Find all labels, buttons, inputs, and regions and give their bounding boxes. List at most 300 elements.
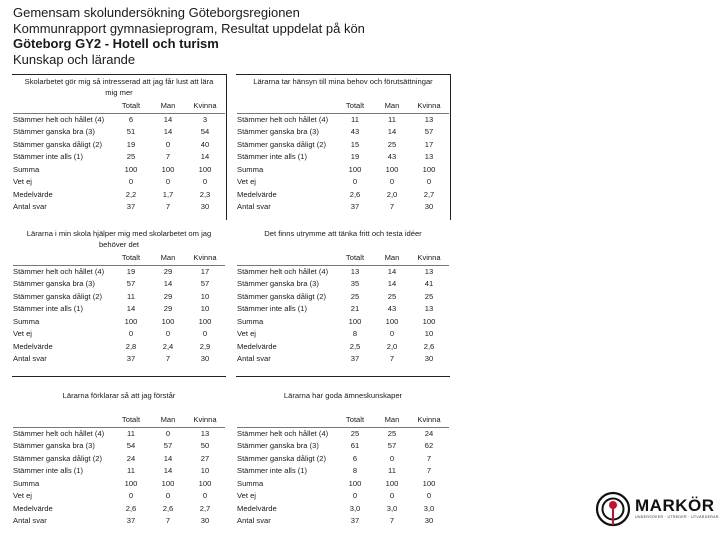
value-cell: 100 [422,316,436,326]
table-row [237,139,449,152]
value-cell: 100 [422,478,436,488]
value-cell: 14 [163,466,173,475]
value-cell: 35 [350,279,360,288]
table-row [13,328,225,341]
table-row [13,176,225,189]
value-cell: 43 [387,152,397,161]
table-row [13,465,225,478]
table-row [13,113,225,126]
column-header: Kvinna [185,252,225,265]
row-label: Stämmer ganska bra (3) [237,279,319,288]
table-row [237,201,449,214]
table-row [13,503,225,516]
value-cell: 13 [200,428,210,438]
value-cell: 11 [351,114,359,124]
row-label: Medelvärde [13,189,53,199]
table-row [13,126,225,139]
logo-tagline: UNDERSÖKER · UTREDER · UTVÄRDERAR [635,515,719,519]
markor-logo [595,491,719,527]
value-cell: 14 [200,152,210,161]
table-row [237,291,449,304]
column-header: Kvinna [409,252,449,265]
row-label: Stämmer inte alls (1) [13,152,84,161]
panel-question-title: Lärarna tar hänsyn till mina behov och förutsättningar [253,77,433,86]
table-row [237,316,449,329]
column-header: Man [375,252,409,265]
panel-question-title: Lärarna har goda ämneskunskaper [283,391,403,400]
row-label: Vet ej [237,491,256,500]
value-cell: 100 [161,316,175,326]
value-cell: 0 [128,177,134,186]
row-label: Stämmer helt och hållet (4) [237,266,329,276]
value-cell: 8 [352,466,358,475]
column-header: Kvinna [185,414,225,427]
value-cell: 29 [163,291,173,301]
value-cell: 100 [198,478,212,488]
table-row [237,164,449,177]
column-header: Kvinna [409,414,449,427]
column-header: Man [151,100,185,113]
value-cell: 10 [200,291,210,301]
header-blank-cell [13,252,111,265]
value-cell: 0 [202,491,208,500]
header-blank-cell [237,414,335,427]
table-row [237,303,449,316]
value-cell: 2,6 [423,341,435,351]
table-row [237,453,449,466]
value-cell: 24 [424,428,434,438]
row-label: Vet ej [13,491,32,500]
value-cell: 100 [161,478,175,488]
row-label: Stämmer ganska bra (3) [237,127,319,136]
value-cell: 11 [388,114,396,124]
row-label: Medelvärde [13,503,53,513]
column-header: Kvinna [409,100,449,113]
value-cell: 7 [389,516,395,525]
value-cell: 14 [387,279,397,288]
table-row [13,189,225,202]
row-label: Stämmer helt och hållet (4) [13,428,105,438]
row-label: Stämmer helt och hållet (4) [13,114,105,124]
value-cell: 0 [426,177,432,186]
value-cell: 51 [126,127,136,136]
value-cell: 2,4 [162,341,174,351]
value-cell: 54 [126,441,136,450]
row-label: Summa [237,164,264,174]
report-header [13,5,573,67]
survey-table-panel [237,228,449,366]
value-cell: 100 [348,478,362,488]
value-cell: 21 [350,304,360,313]
markor-logo-icon [595,491,631,527]
value-cell: 2,0 [386,189,398,199]
column-header: Man [151,252,185,265]
value-cell: 6 [128,114,134,124]
frame-top-left [12,74,226,75]
value-cell: 2,0 [386,341,398,351]
column-header: Man [375,414,409,427]
row-label: Vet ej [237,329,256,338]
value-cell: 2,6 [349,189,361,199]
value-cell: 37 [350,516,360,525]
row-label: Summa [13,478,40,488]
value-cell: 7 [389,354,395,363]
table-row [13,515,225,528]
row-label: Stämmer ganska bra (3) [13,279,95,288]
table-row [237,341,449,354]
value-cell: 24 [126,453,136,463]
value-cell: 11 [127,466,135,475]
value-cell: 11 [388,466,396,475]
table-row [237,278,449,291]
row-label: Stämmer ganska dåligt (2) [237,291,327,301]
table-header-row [13,100,225,113]
value-cell: 2,2 [125,189,137,199]
value-cell: 13 [424,152,434,161]
value-cell: 29 [163,266,173,276]
value-cell: 30 [424,354,434,363]
table-row [13,316,225,329]
header-blank-cell [237,252,335,265]
table-row [237,265,449,278]
value-cell: 57 [163,441,173,450]
table-header-row [237,414,449,427]
value-cell: 1,7 [162,189,174,199]
value-cell: 10 [200,304,210,313]
column-header: Totalt [335,252,375,265]
row-label: Stämmer ganska bra (3) [237,441,319,450]
row-label: Antal svar [13,354,47,363]
table-row [13,265,225,278]
value-cell: 2,7 [423,189,435,199]
value-cell: 2,6 [125,503,137,513]
value-cell: 0 [165,177,171,186]
value-cell: 0 [389,491,395,500]
table-row [13,139,225,152]
row-label: Stämmer inte alls (1) [237,152,308,161]
row-label: Antal svar [13,202,47,211]
value-cell: 100 [348,164,362,174]
value-cell: 100 [385,164,399,174]
value-cell: 17 [424,139,434,149]
value-cell: 10 [200,466,210,475]
value-cell: 0 [165,491,171,500]
value-cell: 100 [124,478,138,488]
panel-question-title: Skolarbetet gör mig så intresserad att jag får lust att lära mig mer [24,77,214,97]
table-header-row [13,252,225,265]
value-cell: 8 [352,329,358,338]
value-cell: 3,0 [386,503,398,513]
header-blank-cell [13,414,111,427]
value-cell: 0 [202,329,208,338]
value-cell: 13 [424,266,434,276]
value-cell: 13 [350,266,360,276]
panel-question-title: Lärarna i min skola hjälper mig med skolarbetet om jag behöver det [26,229,212,249]
row-label: Vet ej [237,177,256,186]
value-cell: 62 [424,441,434,450]
value-cell: 57 [200,279,210,288]
table-row [237,176,449,189]
value-cell: 7 [426,453,432,463]
value-cell: 13 [424,114,434,124]
table-row [237,503,449,516]
row-label: Vet ej [13,177,32,186]
results-table [13,414,225,528]
table-row [13,440,225,453]
table-row [237,490,449,503]
results-table [13,252,225,366]
table-row [13,278,225,291]
value-cell: 54 [200,127,210,136]
row-label: Antal svar [237,516,271,525]
value-cell: 40 [200,139,210,149]
table-row [13,291,225,304]
table-row [237,478,449,491]
value-cell: 11 [127,428,135,438]
column-header: Totalt [111,414,151,427]
value-cell: 14 [387,266,397,276]
value-cell: 100 [385,316,399,326]
row-label: Stämmer ganska dåligt (2) [237,453,327,463]
value-cell: 25 [350,291,360,301]
value-cell: 61 [350,441,360,450]
value-cell: 6 [352,453,358,463]
value-cell: 100 [422,164,436,174]
value-cell: 2,3 [199,189,211,199]
row-label: Stämmer helt och hållet (4) [237,114,329,124]
value-cell: 50 [200,441,210,450]
program-title: Göteborg GY2 - Hotell och turism [13,36,219,52]
row-label: Medelvärde [237,503,277,513]
table-row [13,303,225,316]
panel-question-title: Lärarna förklarar så att jag förstår [62,391,176,400]
table-row [237,353,449,366]
row-label: Summa [237,478,264,488]
value-cell: 25 [387,428,397,438]
table-row [237,427,449,440]
value-cell: 25 [387,139,397,149]
row-label: Stämmer ganska dåligt (2) [237,139,327,149]
table-row [13,341,225,354]
value-cell: 0 [202,177,208,186]
column-header: Totalt [335,414,375,427]
value-cell: 11 [127,291,135,301]
value-cell: 57 [387,441,397,450]
table-row [13,353,225,366]
table-row [13,201,225,214]
value-cell: 30 [424,202,434,211]
value-cell: 25 [350,428,360,438]
row-label: Antal svar [13,516,47,525]
row-label: Stämmer inte alls (1) [237,304,308,313]
row-label: Stämmer helt och hållet (4) [237,428,329,438]
row-label: Stämmer ganska dåligt (2) [13,139,103,149]
value-cell: 30 [200,354,210,363]
column-header: Totalt [111,252,151,265]
logo-dot [609,501,617,509]
row-label: Antal svar [237,202,271,211]
table-header-row [237,252,449,265]
panel-question-title: Det finns utrymme att tänka fritt och testa idéer [264,229,422,238]
value-cell: 0 [389,177,395,186]
value-cell: 7 [165,516,171,525]
value-cell: 43 [350,127,360,136]
table-row [13,453,225,466]
header-blank-cell [13,100,111,113]
value-cell: 7 [165,202,171,211]
frame-right-divider [450,74,451,220]
value-cell: 10 [424,329,434,338]
value-cell: 0 [426,491,432,500]
column-header: Totalt [111,100,151,113]
value-cell: 25 [387,291,397,301]
value-cell: 7 [165,354,171,363]
value-cell: 37 [350,354,360,363]
value-cell: 14 [126,304,136,313]
value-cell: 2,6 [162,503,174,513]
row-label: Stämmer inte alls (1) [13,304,84,313]
table-header-row [237,100,449,113]
row-label: Medelvärde [237,189,277,199]
table-row [13,164,225,177]
row-label: Stämmer ganska bra (3) [13,127,95,136]
report-subtitle: Kommunrapport gymnasieprogram, Resultat uppdelat på kön [13,20,365,36]
value-cell: 0 [165,428,171,438]
row-label: Stämmer ganska dåligt (2) [13,291,103,301]
table-row [237,113,449,126]
value-cell: 14 [163,114,173,124]
value-cell: 43 [387,304,397,313]
survey-table-panel [13,228,225,366]
row-label: Summa [13,164,40,174]
value-cell: 37 [126,202,136,211]
value-cell: 14 [387,127,397,136]
value-cell: 100 [385,478,399,488]
column-header: Totalt [335,100,375,113]
row-label: Summa [237,316,264,326]
logo-wordmark: MARKÖR [635,496,715,515]
survey-title: Gemensam skolundersökning Göteborgsregionen [13,5,300,20]
section-title: Kunskap och lärande [13,51,136,67]
table-row [237,440,449,453]
value-cell: 14 [163,279,173,288]
value-cell: 19 [350,152,360,161]
value-cell: 14 [163,453,173,463]
row-label: Medelvärde [237,341,277,351]
table-row [237,515,449,528]
value-cell: 30 [200,516,210,525]
survey-table-panel [13,76,225,214]
value-cell: 0 [165,329,171,338]
value-cell: 0 [165,139,171,149]
value-cell: 2,8 [125,341,137,351]
value-cell: 19 [126,139,136,149]
row-label: Stämmer helt och hållet (4) [13,266,105,276]
table-row [237,465,449,478]
value-cell: 100 [198,164,212,174]
value-cell: 41 [424,279,434,288]
row-label: Stämmer inte alls (1) [237,466,308,475]
frame-mid-right [236,376,450,377]
value-cell: 25 [126,152,136,161]
value-cell: 0 [352,177,358,186]
value-cell: 29 [163,304,173,313]
value-cell: 2,5 [349,341,361,351]
table-row [13,427,225,440]
survey-table-panel [237,390,449,528]
value-cell: 3,0 [349,503,361,513]
value-cell: 57 [424,127,434,136]
value-cell: 100 [348,316,362,326]
value-cell: 30 [424,516,434,525]
row-label: Stämmer ganska bra (3) [13,441,95,450]
table-row [237,328,449,341]
value-cell: 27 [200,453,210,463]
table-header-row [13,414,225,427]
row-label: Vet ej [13,329,32,338]
row-label: Medelvärde [13,341,53,351]
row-label: Stämmer inte alls (1) [13,466,84,475]
value-cell: 100 [124,316,138,326]
value-cell: 25 [424,291,434,301]
table-row [13,478,225,491]
value-cell: 37 [126,354,136,363]
value-cell: 0 [389,453,395,463]
row-label: Summa [13,316,40,326]
value-cell: 7 [426,466,432,475]
value-cell: 2,9 [199,341,211,351]
table-row [13,151,225,164]
table-row [237,126,449,139]
frame-left-divider [226,74,227,220]
value-cell: 7 [389,202,395,211]
results-table [237,414,449,528]
column-header: Man [375,100,409,113]
results-table [237,252,449,366]
results-table [13,100,225,214]
value-cell: 0 [128,491,134,500]
value-cell: 0 [128,329,134,338]
frame-top-right [236,74,450,75]
value-cell: 15 [350,139,360,149]
column-header: Kvinna [185,100,225,113]
value-cell: 100 [124,164,138,174]
value-cell: 13 [424,304,434,313]
value-cell: 37 [350,202,360,211]
header-blank-cell [237,100,335,113]
table-row [13,490,225,503]
value-cell: 100 [161,164,175,174]
value-cell: 100 [198,316,212,326]
value-cell: 17 [200,266,210,276]
row-label: Antal svar [237,354,271,363]
value-cell: 2,7 [199,503,211,513]
value-cell: 14 [163,127,173,136]
frame-mid-left [12,376,226,377]
value-cell: 19 [126,266,136,276]
survey-table-panel [237,76,449,214]
survey-table-panel [13,390,225,528]
value-cell: 7 [165,152,171,161]
value-cell: 3 [202,114,208,124]
row-label: Stämmer ganska dåligt (2) [13,453,103,463]
value-cell: 0 [389,329,395,338]
value-cell: 30 [200,202,210,211]
table-row [237,189,449,202]
value-cell: 0 [352,491,358,500]
table-row [237,151,449,164]
column-header: Man [151,414,185,427]
